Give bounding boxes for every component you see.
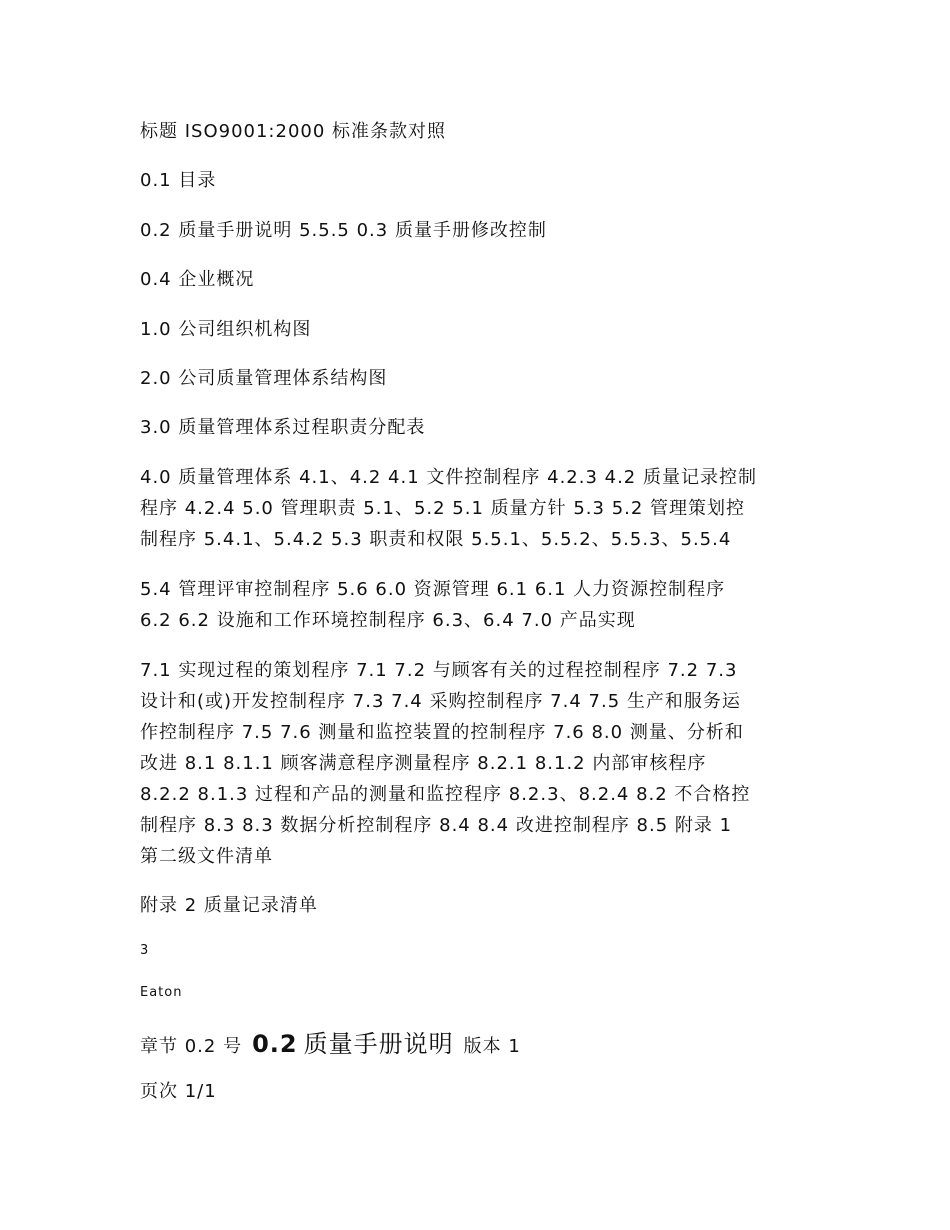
toc-entry: 1.0 公司组织机构图 [140, 319, 312, 340]
toc-line: 7.1 实现过程的策划程序 7.1 7.2 与顾客有关的过程控制程序 7.2 7.3 [140, 660, 738, 681]
chapter-version: 版本 1 [463, 1036, 521, 1057]
toc-entry: 2.0 公司质量管理体系结构图 [140, 368, 388, 389]
toc-entry: 0.4 企业概况 [140, 269, 255, 290]
toc-line: 作控制程序 7.5 7.6 测量和监控装置的控制程序 7.6 8.0 测量、分析和 [140, 722, 744, 743]
toc-line: 改进 8.1 8.1.1 顾客满意程序测量程序 8.2.1 8.1.2 内部审核程序 [140, 753, 707, 774]
toc-line: 6.2 6.2 设施和工作环境控制程序 6.3、6.4 7.0 产品实现 [140, 610, 636, 631]
chapter-prefix: 章节 0.2 号 [140, 1036, 243, 1057]
toc-paragraph-3 [140, 655, 820, 872]
toc-entry: 附录 2 质量记录清单 [140, 895, 318, 916]
toc-line: 8.2.2 8.1.3 过程和产品的测量和监控程序 8.2.3、8.2.4 8.2 不合格控 [140, 784, 751, 805]
toc-line: 4.0 质量管理体系 4.1、4.2 4.1 文件控制程序 4.2.3 4.2 质量记录控制 [140, 467, 757, 488]
company-name: Eaton [140, 985, 183, 1000]
toc-paragraph-2 [140, 574, 820, 636]
page-number: 3 [140, 943, 150, 958]
toc-line: 制程序 8.3 8.3 数据分析控制程序 8.4 8.4 改进控制程序 8.5 附录 1 [140, 815, 733, 836]
toc-paragraph-1 [140, 462, 820, 555]
toc-line: 5.4 管理评审控制程序 5.6 6.0 资源管理 6.1 6.1 人力资源控制程序 [140, 579, 726, 600]
toc-line: 制程序 5.4.1、5.4.2 5.3 职责和权限 5.5.1、5.5.2、5.5.3、5.5.4 [140, 529, 732, 550]
toc-line: 程序 4.2.4 5.0 管理职责 5.1、5.2 5.1 质量方针 5.3 5.2 管理策划控 [140, 498, 746, 519]
toc-entry: 0.1 目录 [140, 170, 217, 191]
chapter-header [140, 1024, 521, 1059]
toc-entry: 3.0 质量管理体系过程职责分配表 [140, 417, 426, 438]
page-count: 页次 1/1 [140, 1081, 217, 1102]
chapter-number: 0.2 [252, 1030, 298, 1058]
document-heading: 标题 ISO9001:2000 标准条款对照 [140, 121, 447, 142]
chapter-title: 质量手册说明 [303, 1030, 454, 1058]
toc-line: 设计和(或)开发控制程序 7.3 7.4 采购控制程序 7.4 7.5 生产和服务运 [140, 691, 741, 712]
toc-entry: 0.2 质量手册说明 5.5.5 0.3 质量手册修改控制 [140, 220, 547, 241]
toc-line: 第二级文件清单 [140, 846, 273, 867]
